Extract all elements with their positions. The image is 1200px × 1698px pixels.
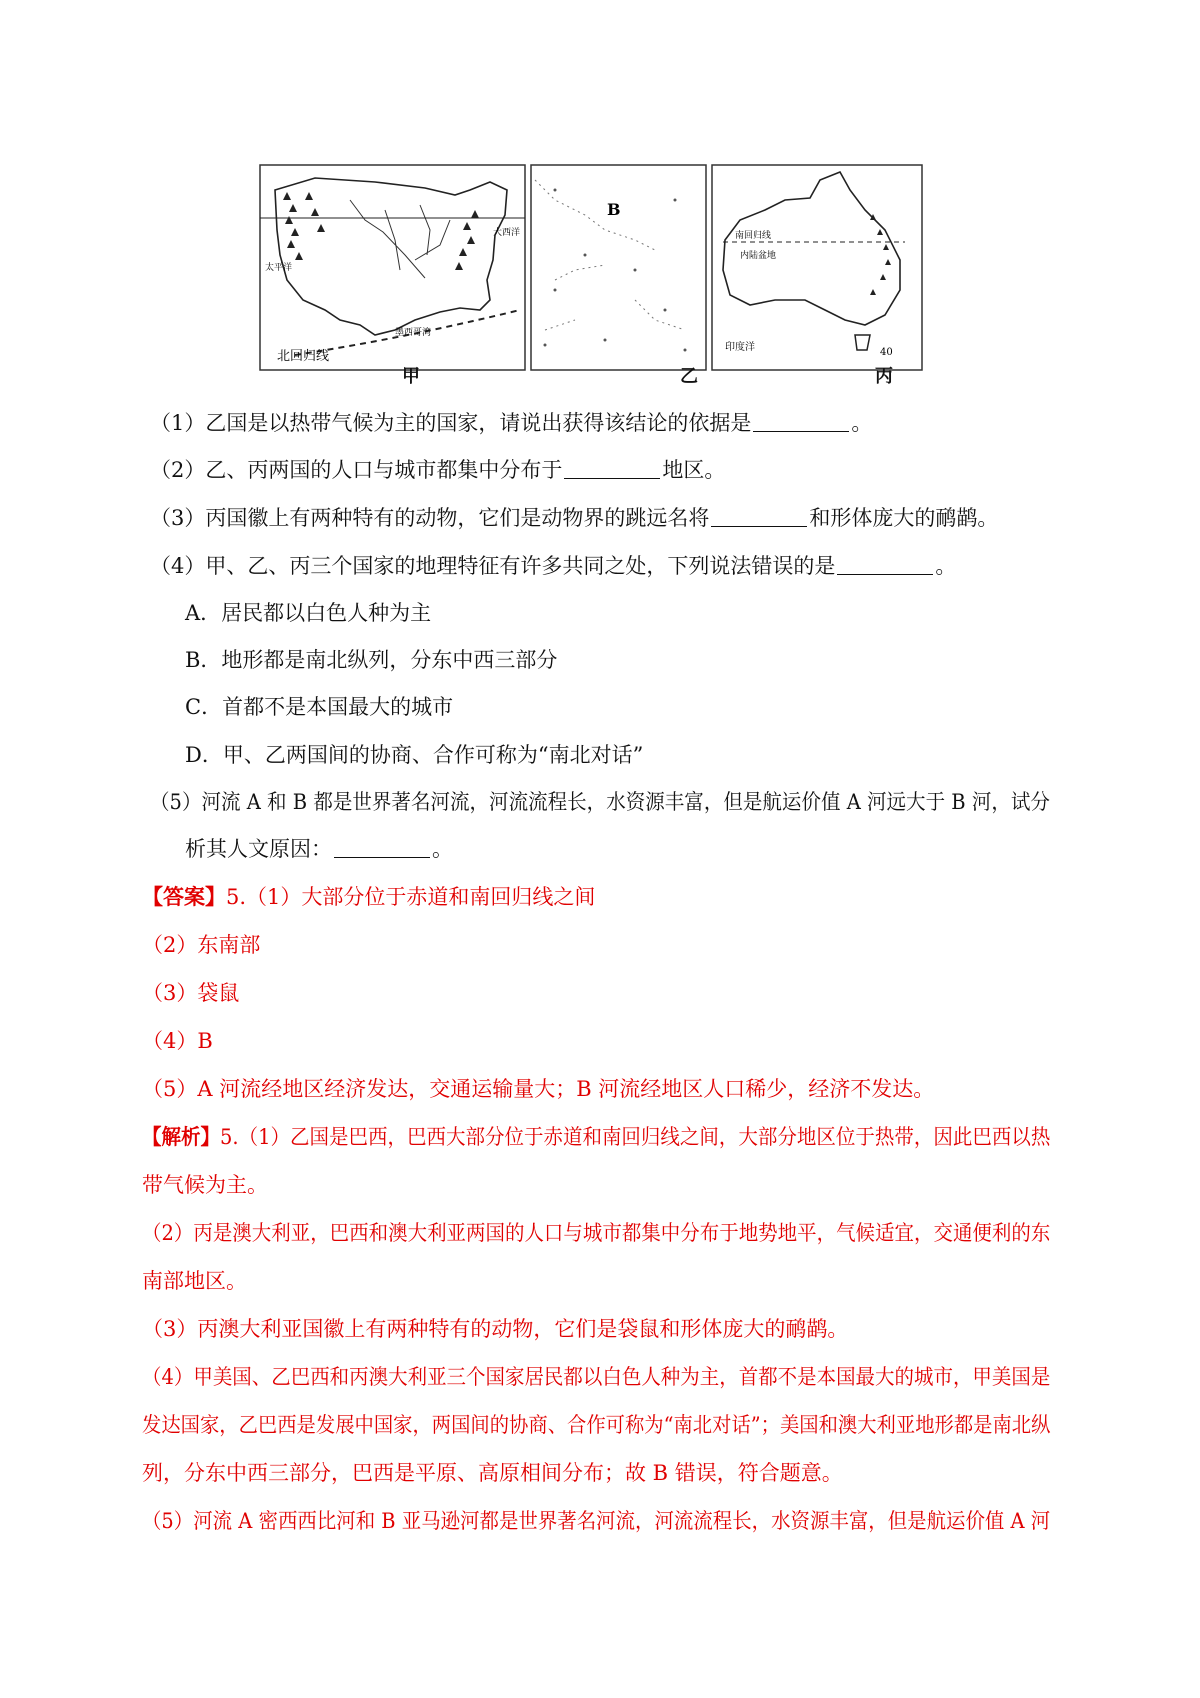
analysis-line-7: 发达国家，乙巴西是发展中国家，两国间的协商、合作可称为“南北对话”；美国和澳大利亚地形都是南北纵 (142, 1413, 1051, 1437)
question-3: （3）丙国徽上有两种特有的动物，它们是动物界的跳远名将 和形体庞大的鸸鹋。 (150, 506, 999, 530)
answer-line-5: （5）A 河流经地区经济发达，交通运输量大；B 河流经地区人口稀少，经济不发达。 (142, 1077, 935, 1101)
question-5-line1: （5）河流 A 和 B 都是世界著名河流，河流流程长，水资源丰富，但是航运价值 A 河远大于 B 河，试分 (150, 790, 1050, 814)
label-river-b: B (607, 200, 621, 219)
map-australia (712, 165, 922, 370)
label-region1: 南回归线 (735, 231, 772, 241)
map-brazil (531, 165, 706, 370)
question-1: （1）乙国是以热带气候为主的国家，请说出获得该结论的依据是 。 (150, 411, 873, 435)
map-usa (260, 165, 525, 370)
option-a: A．居民都以白色人种为主 (185, 601, 432, 625)
analysis-line-1: 【解析】5.（1）乙国是巴西，巴西大部分位于赤道和南回归线之间，大部分地区位于热带，因此巴西以热 (142, 1124, 1051, 1149)
answer-line-2: （2）东南部 (142, 933, 261, 957)
option-c: C．首都不是本国最大的城市 (185, 695, 454, 719)
answer-blank[interactable] (711, 506, 807, 527)
label-gulf: 墨西哥湾 (395, 328, 432, 338)
question-4: （4）甲、乙、丙三个国家的地理特征有许多共同之处，下列说法错误的是 。 (150, 554, 957, 578)
answer-blank[interactable] (753, 411, 849, 432)
question-2: （2）乙、丙两国的人口与城市都集中分布于 地区。 (150, 458, 726, 482)
analysis-line-4: 南部地区。 (142, 1269, 247, 1293)
analysis-line-2: 带气候为主。 (142, 1173, 268, 1197)
analysis-line-6: （4）甲美国、乙巴西和丙澳大利亚三个国家居民都以白色人种为主，首都不是本国最大的城市，甲美国是 (142, 1365, 1051, 1389)
option-d: D．甲、乙两国间的协商、合作可称为“南北对话” (185, 743, 644, 767)
analysis-line-8: 列，分东中西三部分，巴西是平原、高原相间分布；故 B 错误，符合题意。 (142, 1461, 843, 1485)
answer-line-3: （3）袋鼠 (142, 981, 240, 1005)
answer-line-1: 【答案】5.（1）大部分位于赤道和南回归线之间 (142, 884, 596, 909)
map-label-a: 甲 (402, 366, 420, 387)
label-tropic: 北回归线 (277, 349, 330, 364)
answer-line-4: （4）B (142, 1029, 213, 1053)
answer-blank[interactable] (837, 554, 933, 575)
label-pacific: 太平洋 (265, 263, 293, 273)
label-marker: 40 (880, 347, 893, 358)
analysis-line-3: （2）丙是澳大利亚，巴西和澳大利亚两国的人口与城市都集中分布于地势地平，气候适宜，交通便利的东 (142, 1221, 1051, 1245)
question-5-line2: 析其人文原因： 。 (185, 837, 453, 861)
analysis-line-5: （3）丙澳大利亚国徽上有两种特有的动物，它们是袋鼠和形体庞大的鸸鹋。 (142, 1317, 849, 1341)
maps-figure (255, 160, 985, 380)
answer-blank[interactable] (564, 458, 660, 479)
option-b: B．地形都是南北纵列，分东中西三部分 (185, 648, 558, 672)
label-atlantic: 大西洋 (493, 228, 521, 238)
map-label-b: 乙 (680, 366, 698, 387)
analysis-line-9: （5）河流 A 密西西比河和 B 亚马逊河都是世界著名河流，河流流程长，水资源丰富，但是航运价值 A 河 (142, 1509, 1051, 1533)
answer-blank[interactable] (334, 837, 430, 858)
label-region2: 内陆盆地 (740, 251, 777, 261)
label-ocean: 印度洋 (725, 342, 755, 353)
map-label-c: 丙 (875, 366, 893, 387)
